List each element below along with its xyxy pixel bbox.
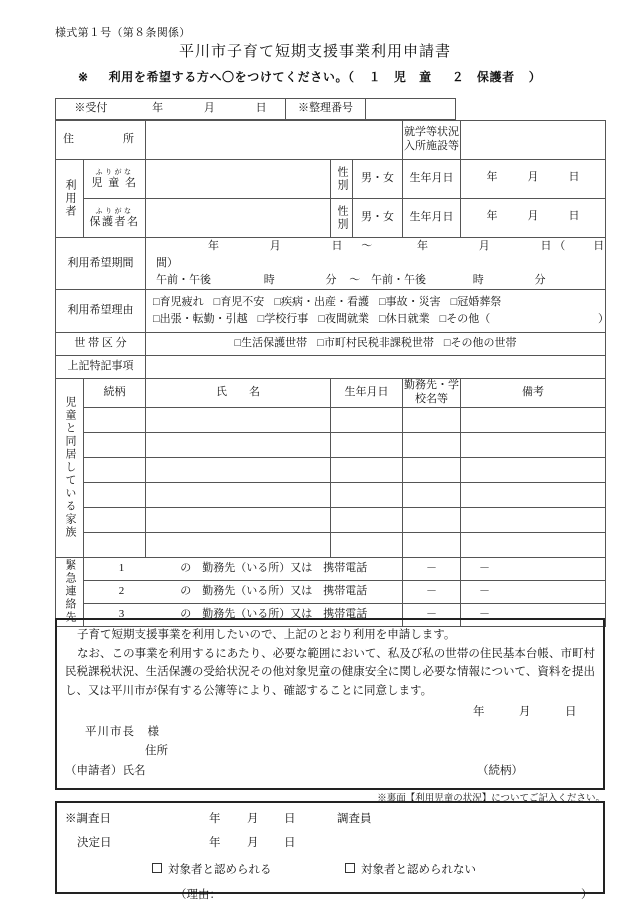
reason-options-row-1 [153, 294, 605, 312]
main-form-table [55, 120, 609, 627]
table-row-remarks [56, 356, 606, 379]
control-number-value-cell[interactable] [366, 99, 456, 120]
table-row-household [56, 333, 606, 356]
family-cell-name[interactable] [146, 507, 331, 532]
family-cell-remarks[interactable] [461, 532, 606, 557]
family-cell-work[interactable] [403, 457, 461, 482]
reason-label: 利用希望理由 [56, 290, 146, 333]
mayor-addressee: 平川市長 様 [85, 725, 160, 738]
family-cell-name[interactable] [146, 482, 331, 507]
decision-year: 年 [209, 837, 221, 849]
applicant-name-line[interactable] [57, 758, 603, 778]
decision-day: 日 [284, 837, 296, 849]
checkbox-option[interactable]: □疾病・出産・看護 [274, 295, 369, 308]
guardian-birth-value[interactable]: 年 月 日 [461, 199, 606, 238]
page-title: 平川市子育て短期支援事業利用申請書 [178, 44, 451, 60]
period-value[interactable] [146, 238, 606, 290]
user-label: 利用者 [56, 160, 84, 238]
furigana-label: ふりがな [95, 167, 134, 176]
emergency-dash-2b[interactable]: － [461, 580, 606, 603]
emergency-dash-1b[interactable]: － [461, 557, 606, 580]
emergency-contact-text-1[interactable]: 1 の 勤務先（いる所）又は 携帯電話 [84, 557, 403, 580]
receipt-table [55, 98, 456, 120]
family-cell-birth[interactable] [331, 457, 403, 482]
remarks-label: 上記特記事項 [56, 356, 146, 379]
declaration-paragraph-2: なお、この事業を利用するにあたり、必要な範囲において、私及び私の世帯の住民基本台帳、市町村民税課税状況、生活保護の受給状況その他対象児童の健康安全に関し必要な情報について、資料を提出し、又は平川市が保有する公簿等により、確認することに同意します。 [65, 647, 595, 697]
table-row-period [56, 238, 606, 290]
checkbox-option[interactable]: □市町村民税非課税世帯 [317, 337, 434, 350]
selection-notice [78, 68, 541, 85]
survey-date-row [57, 803, 603, 830]
child-name-label: ふりがな 児 童 名 [84, 160, 146, 199]
family-cell-work[interactable] [403, 532, 461, 557]
family-cell-birth[interactable] [331, 532, 403, 557]
family-cell-relation[interactable] [84, 407, 146, 432]
family-cell-relation[interactable] [84, 507, 146, 532]
guardian-name-label: ふりがな 保護者名 [84, 199, 146, 238]
table-row-child [56, 160, 606, 199]
child-name-value[interactable] [146, 160, 331, 199]
school-status-value[interactable] [461, 121, 606, 160]
family-cell-relation[interactable] [84, 532, 146, 557]
table-row [56, 507, 606, 532]
family-cell-name[interactable] [146, 457, 331, 482]
decision-result-row [57, 854, 603, 881]
decision-date-label: 決定日 [77, 837, 112, 849]
guardian-gender-options[interactable]: 男・女 [353, 199, 403, 238]
family-cell-work[interactable] [403, 507, 461, 532]
reason-options[interactable] [146, 290, 609, 333]
family-cell-birth[interactable] [331, 407, 403, 432]
table-row [56, 407, 606, 432]
family-cell-name[interactable] [146, 532, 331, 557]
household-label: 世 帯 区 分 [56, 333, 146, 356]
checkbox-option[interactable]: □学校行事 [257, 313, 309, 326]
checkbox-option[interactable]: □育児疲れ [153, 295, 204, 308]
address-label: 住 所 [56, 121, 146, 160]
form-number: 様式第１号（第８条関係） [55, 27, 191, 39]
period-time-line: 午前・午後 時 分 ～ 午前・午後 時 分 [156, 274, 546, 287]
family-col-remarks: 備考 [461, 379, 606, 408]
receipt-date-cell[interactable] [56, 99, 286, 120]
notice-suffix: ） [528, 70, 542, 84]
survey-month: 月 [247, 813, 259, 825]
family-cell-relation[interactable] [84, 457, 146, 482]
checkbox-reject[interactable]: 対象者と認められない [345, 861, 476, 877]
checkbox-option[interactable]: □夜間就業 [318, 313, 369, 326]
checkbox-icon[interactable] [345, 863, 355, 873]
declaration-paragraph-1: 子育て短期支援事業を利用したいので、上記のとおり利用を申請します。 [77, 629, 456, 641]
checkbox-option[interactable]: □その他の世帯 [443, 337, 517, 350]
guardian-name-value[interactable] [146, 199, 331, 238]
checkbox-option[interactable]: □冠婚葬祭 [450, 295, 502, 308]
emergency-contact-text-2[interactable]: 2 の 勤務先（いる所）又は 携帯電話 [84, 580, 403, 603]
notice-mark: ※ [78, 70, 89, 84]
notice-option-child[interactable]: １ 児 童 [368, 70, 432, 84]
family-cell-name[interactable] [146, 407, 331, 432]
table-row-emergency-1 [56, 557, 606, 580]
emergency-dash-1a[interactable]: － [403, 557, 461, 580]
table-row-address [56, 121, 606, 160]
applicant-name-label: （申請者）氏名 [65, 764, 146, 777]
emergency-label: 緊急連絡先 [56, 557, 84, 626]
family-cell-name[interactable] [146, 432, 331, 457]
survey-date-label: ※調査日 [65, 813, 111, 825]
checkbox-option[interactable]: □生活保護世帯 [234, 337, 308, 350]
notice-text: 利用を希望する方へ〇をつけてください。（ [108, 70, 355, 84]
receipt-day: 日 [255, 102, 267, 115]
emergency-dash-3b[interactable]: － [461, 603, 606, 626]
decision-reason-row [57, 881, 603, 906]
family-cell-work[interactable] [403, 482, 461, 507]
guardian-gender-label: 性別 [331, 199, 353, 238]
school-status-label: 就学等状況 入所施設等 [403, 121, 461, 160]
applicant-relation-label: （続柄） [477, 764, 523, 777]
family-cell-work[interactable] [403, 407, 461, 432]
checkbox-option[interactable]: □育児不安 [213, 295, 265, 308]
family-label: 児童と同居している家族 [56, 379, 84, 558]
decision-month: 月 [247, 837, 259, 849]
checkbox-icon[interactable] [152, 863, 162, 873]
family-col-name: 氏 名 [146, 379, 331, 408]
family-cell-birth[interactable] [331, 482, 403, 507]
notice-option-guardian[interactable]: ２ 保護者 [451, 70, 515, 84]
official-use-box [55, 801, 605, 901]
checkbox-option[interactable]: □事故・災害 [378, 295, 441, 308]
table-row [56, 482, 606, 507]
emergency-dash-3a[interactable]: － [403, 603, 461, 626]
receipt-year: 年 [152, 102, 164, 115]
emergency-contact-text-3[interactable]: 3 の 勤務先（いる所）又は 携帯電話 [84, 603, 403, 626]
footnote: ※裏面【利用児童の状況】についてご記入ください。 [377, 794, 605, 804]
remarks-value[interactable] [146, 356, 606, 379]
table-row [56, 532, 606, 557]
family-cell-relation[interactable] [84, 482, 146, 507]
family-col-relation: 続柄 [84, 379, 146, 408]
family-col-work: 勤務先・学校名等 [403, 379, 461, 408]
receipt-label: ※受付 [74, 102, 108, 115]
checkbox-option-other[interactable]: □その他（ [439, 313, 491, 326]
reason-other-close: ） [598, 313, 609, 326]
table-row [56, 99, 456, 120]
reason-label: （理由： [175, 889, 221, 901]
table-row-guardian [56, 199, 606, 238]
guardian-birth-label: 生年月日 [403, 199, 461, 238]
checkbox-approve[interactable]: 対象者と認められる [152, 861, 272, 877]
checkbox-option[interactable]: □出張・転勤・引越 [153, 313, 248, 326]
family-cell-birth[interactable] [331, 507, 403, 532]
control-number-label-cell: ※整理番号 [286, 99, 366, 120]
furigana-label: ふりがな [95, 206, 134, 215]
family-cell-remarks[interactable] [461, 432, 606, 457]
emergency-dash-2a[interactable]: － [403, 580, 461, 603]
decision-date-row [57, 830, 603, 854]
table-row [56, 457, 606, 482]
declaration-box [55, 618, 605, 790]
child-gender-options[interactable]: 男・女 [353, 160, 403, 199]
applicant-address-label[interactable]: 住所 [145, 744, 168, 757]
family-cell-work[interactable] [403, 432, 461, 457]
family-cell-remarks[interactable] [461, 407, 606, 432]
family-cell-remarks[interactable] [461, 507, 606, 532]
family-cell-remarks[interactable] [461, 482, 606, 507]
family-cell-relation[interactable] [84, 432, 146, 457]
period-date-line: 年 月 日 ～ 年 月 日 （ 日間） [156, 240, 605, 270]
table-row-emergency-2 [56, 580, 606, 603]
period-label: 利用希望期間 [56, 238, 146, 290]
family-cell-birth[interactable] [331, 432, 403, 457]
receipt-month: 月 [203, 102, 215, 115]
reason-close: ） [581, 889, 593, 901]
household-options[interactable] [146, 333, 606, 356]
reason-options-row-2 [153, 311, 609, 329]
survey-year: 年 [209, 813, 221, 825]
family-col-birth: 生年月日 [331, 379, 403, 408]
table-row-reason [56, 290, 606, 333]
family-cell-remarks[interactable] [461, 457, 606, 482]
declaration-date-line[interactable]: 年 月 日 [473, 705, 577, 718]
checkbox-option[interactable]: □休日就業 [378, 313, 430, 326]
child-gender-label: 性別 [331, 160, 353, 199]
surveyor-label: 調査員 [337, 813, 372, 825]
address-value[interactable] [146, 121, 403, 160]
child-birth-label: 生年月日 [403, 160, 461, 199]
child-birth-value[interactable]: 年 月 日 [461, 160, 606, 199]
table-row [56, 432, 606, 457]
survey-day: 日 [284, 813, 296, 825]
table-row-family-header [56, 379, 606, 408]
